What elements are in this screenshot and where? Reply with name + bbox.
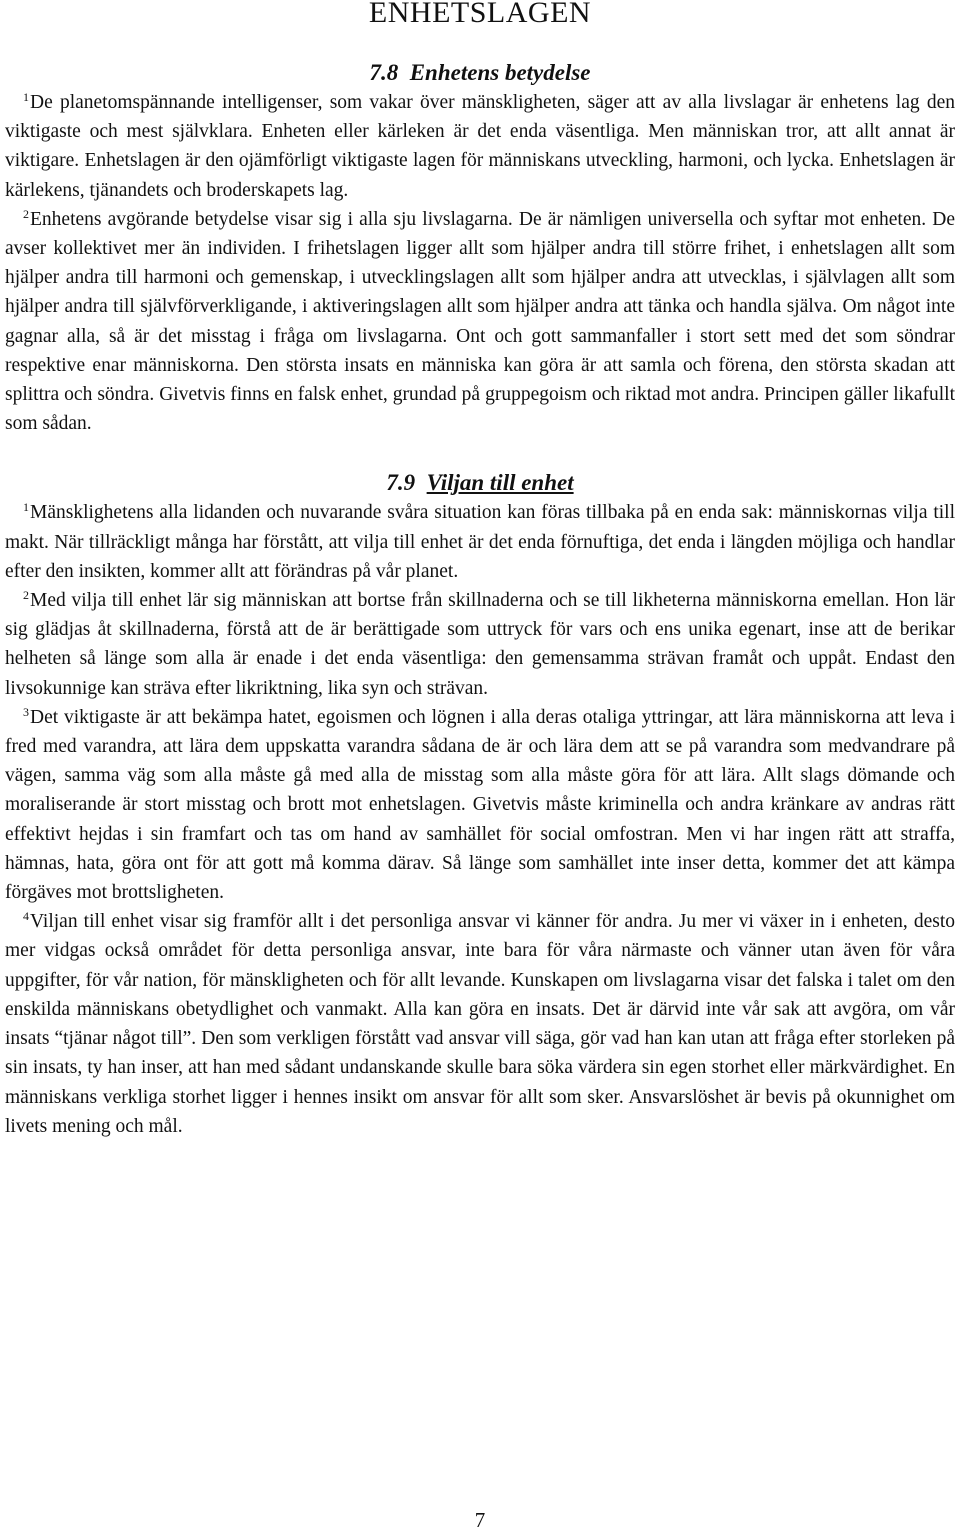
paragraph — [5, 205, 955, 439]
running-header: ENHETSLAGEN — [368, 0, 592, 29]
section-title: Enhetens betydelse — [409, 60, 591, 85]
paragraph-number: 2 — [23, 588, 29, 603]
paragraph-number: 2 — [23, 206, 29, 221]
paragraph-number: 3 — [23, 704, 29, 719]
section-number: 7.8 — [369, 60, 399, 85]
paragraph — [5, 88, 955, 205]
page-number: 7 — [474, 1508, 486, 1532]
paragraph-text: De planetomspännande intelligenser, som vakar över mänskligheten, säger att av alla livslagar är enhetens lag den viktigaste och mest självklara. Enheten eller kärleken är det enda väsentliga. Men människan tror, att allt annat är viktigare. Enhetslagen är den ojämförligt viktigaste lagen för människans utveckling, harmoni, och lycka. Enhetslagen är kärlekens, tjänandets och broderskapets lag. — [5, 92, 955, 201]
section-title: Viljan till enhet — [426, 470, 574, 496]
paragraph-number: 1 — [23, 90, 29, 104]
document-page — [5, 0, 955, 1141]
paragraph-number: 4 — [23, 909, 29, 924]
paragraph — [5, 907, 955, 1141]
paragraph-number: 1 — [23, 500, 29, 515]
paragraph-text: Det viktigaste är att bekämpa hatet, egoismen och lögnen i alla deras otaliga yttringar, att lära människorna att leva i fred med varandra, att lära dem uppskatta varandra sådana de är och lära dem att se på varandra som medvandrare på vägen, samma väg som alla måste gå med alla de misstag som alla måste göra för att lära. Allt slags dömande och moraliserande är stort misstag och brott mot enhetslagen. Givetvis måste kriminella och andra kränkare av andras rätt effektivt hejdas i sin framfart och tas om hand av samhället för social omfostran. Men vi har ingen rätt att straffa, hämnas, hata, göra ont för att gott må komma därav. Så länge som samhället inte inser detta, kommer det att kämpa förgäves mot brottsligheten. — [5, 706, 955, 904]
section-number: 7.9 — [386, 470, 416, 496]
paragraph — [5, 703, 955, 907]
paragraph-text: Enhetens avgörande betydelse visar sig i alla sju livslagarna. De är nämligen universella och syftar mot enheten. De avser kollektivet mer än individen. I frihetslagen ligger allt som hjälper andra till större frihet, i enhetslagen allt som hjälper andra till harmoni och gemenskap, i utvecklingslagen allt som hjälper andra att utvecklas, i självlagen allt som hjälper andra till självförverkligande, i aktiveringslagen allt som hjälper andra att tänka och handla själva. Om något inte gagnar alla, så är det misstag i fråga om livslagarna. Ont och gott sammanfaller i stort sett med det som söndrar respektive enar människorna. Den största insats en människa kan göra är att samla och förena, den största skadan att splittra och söndra. Givetvis finns en falsk enhet, grundad på gruppegoism och riktad mot andra. Principen gäller likafullt som sådan. — [5, 208, 955, 435]
section-heading-7-8 — [5, 58, 955, 88]
section-heading-7-9 — [5, 468, 955, 498]
paragraph-text: Med vilja till enhet lär sig människan att bortse från skillnaderna och se till likheterna människorna emellan. Hon lär sig glädjas åt skillnaderna, förstå att de är berättigade som uttryck för vars och ens unika egenart, inse att de berikar helheten så länge som alla är enade i det enda väsentliga: den gemensamma strävan framåt och uppåt. Endast den livsokunnige kan sträva efter likriktning, lika syn och strävan. — [5, 590, 955, 699]
paragraph — [5, 586, 955, 703]
paragraph-text: Mänsklighetens alla lidanden och nuvarande svåra situation kan föras tillbaka på en enda sak: människornas vilja till makt. När tillräckligt många har förstått, att vilja till enhet är det enda förnuftiga, det enda i längden möjliga och handlar efter den insikten, kommer allt att förändras på vår planet. — [5, 502, 955, 582]
paragraph-text: Viljan till enhet visar sig framför allt i det personliga ansvar vi känner för andra. Ju mer vi växer in i enheten, desto mer vidgas också området för detta personliga ansvar, inte bara för våra närmaste och vänner utan även för våra uppgifter, för vår nation, för mänskligheten och för allt levande. Kunskapen om livslagarna visar det falska i talet om den enskilda människans obetydlighet och vanmakt. Alla kan göra en insats. Det är därvid inte vår sak att avgöra, om vår insats “tjänar något till”. Den som verkligen förstått vad ansvar vill säga, gör vad han kan utan att fråga efter storleken på sin insats, ty han inser, att han med sådant undanskande skulle bara söka värdera sin egen storhet eller märkvärdighet. En människans verkliga storhet ligger i hennes insikt om ansvar för allt som sker. Ansvarslöshet är bevis på okunnighet om livets mening och mål. — [5, 911, 955, 1137]
paragraph — [5, 498, 955, 586]
